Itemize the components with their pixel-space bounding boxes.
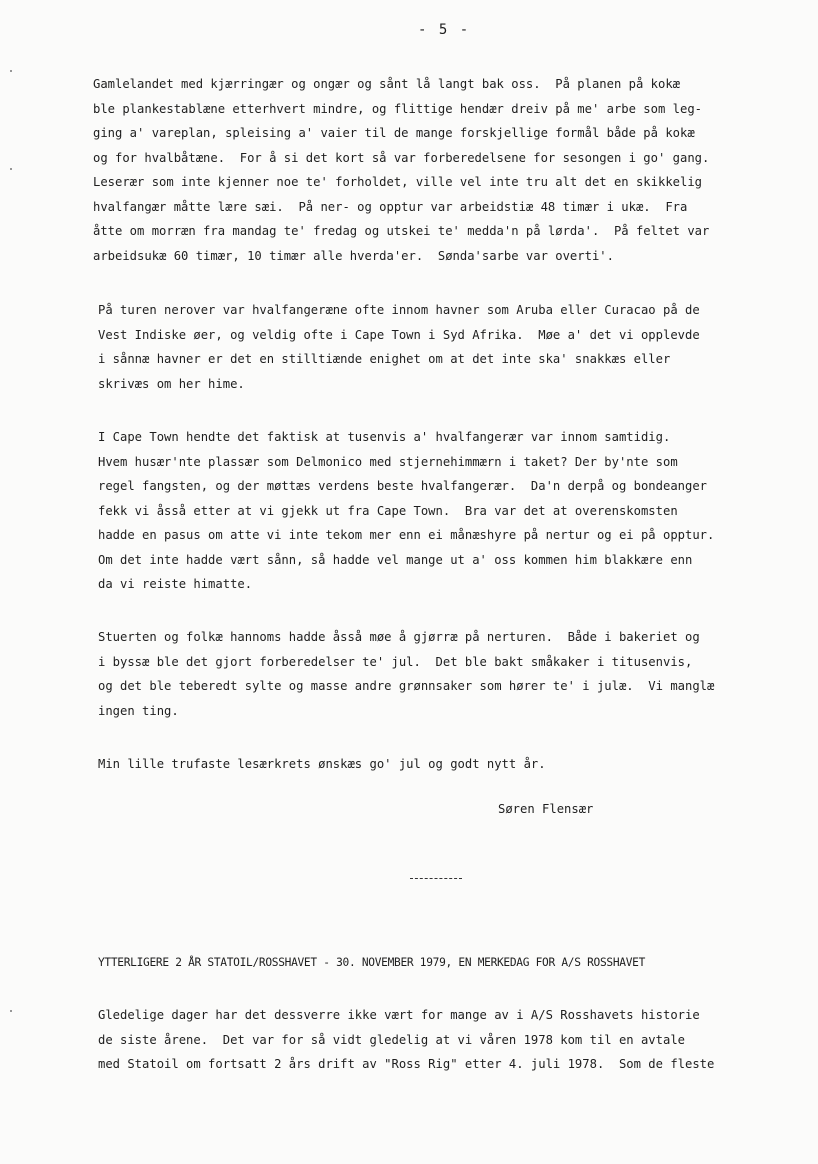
text-line: de siste årene. Det var for så vidt gledelig at vi våren 1978 kom til en avtale	[98, 1032, 685, 1047]
separator-rule	[410, 878, 462, 879]
signature: Søren Flensær	[498, 802, 594, 816]
section-paragraph	[98, 1003, 714, 1077]
text-line: Om det inte hadde vært sånn, så hadde vel mange ut a' oss kommen him blakkære enn	[98, 552, 693, 567]
text-line: Gledelige dager har det dessverre ikke vært for mange av i A/S Rosshavets historie	[98, 1008, 700, 1022]
text-line: Min lille trufaste lesærkrets ønskæs go' jul og godt nytt år.	[98, 757, 546, 771]
text-line: skrivæs om her hime.	[98, 376, 245, 391]
section-heading: YTTERLIGERE 2 ÅR STATOIL/ROSSHAVET - 30. NOVEMBER 1979, EN MERKEDAG FOR A/S ROSSHAVET	[98, 956, 646, 969]
text-line: På turen nerover var hvalfangeræne ofte innom havner som Aruba eller Curacao på de	[98, 303, 700, 317]
text-line: arbeidsukæ 60 timær, 10 timær alle hverda'er. Sønda'sarbe var overti'.	[93, 248, 614, 263]
text-line: med Statoil om fortsatt 2 års drift av "Ross Rig" etter 4. juli 1978. Som de fleste	[98, 1057, 715, 1071]
text-line: og det ble teberedt sylte og masse andre grønnsaker som hører te' i julæ. Vi manglæ	[98, 679, 715, 693]
page-number: - 5 -	[418, 22, 471, 38]
text-line: og for hvalbåtæne. For å si det kort så var forberedelsene for sesongen i go' gang.	[93, 150, 710, 165]
text-line: Gamlelandet med kjærringær og ongær og sånt lå langt bak oss. På planen på kokæ	[93, 77, 680, 91]
paragraph-2	[98, 298, 700, 396]
margin-mark	[10, 1010, 12, 1012]
text-line: åtte om morræn fra mandag te' fredag og utskei te' medda'n på lørda'. På feltet var	[93, 224, 710, 238]
text-line: ingen ting.	[98, 703, 179, 718]
text-line: Hvem husær'nte plassær som Delmonico med stjernehimmærn i taket? Der by'nte som	[98, 454, 678, 469]
text-line: fekk vi åsså etter at vi gjekk ut fra Cape Town. Bra var det at overenskomsten	[98, 503, 678, 518]
text-line: Stuerten og folkæ hannoms hadde åsså møe å gjørræ på nerturen. Både i bakeriet og	[98, 630, 700, 644]
text-line: hadde en pasus om atte vi inte tekom mer enn ei månæshyre på nertur og ei på opptur.	[98, 528, 715, 542]
margin-mark	[10, 70, 12, 72]
text-line: hvalfangær måtte lære sæi. På ner- og opptur var arbeidstiæ 48 timær i ukæ. Fra	[93, 199, 688, 214]
paragraph-3	[98, 425, 714, 597]
paragraph-1	[93, 72, 709, 268]
text-line: regel fangsten, og der møttæs verdens beste hvalfangerær. Da'n derpå og bondeanger	[98, 479, 708, 493]
paragraph-4	[98, 625, 714, 723]
paragraph-5	[98, 752, 546, 777]
text-line: i sånnæ havner er det en stilltiænde enighet om at det inte ska' snakkæs eller	[98, 352, 671, 366]
text-line: ging a' vareplan, spleising a' vaier til de mange forskjellige formål både på kokæ	[93, 126, 695, 140]
text-line: ble plankestablæne etterhvert mindre, og flittige hendær dreiv på me' arbe som leg-	[93, 101, 703, 116]
text-line: i byssæ ble det gjort forberedelser te' jul. Det ble bakt småkaker i titusenvis,	[98, 654, 693, 669]
text-line: I Cape Town hendte det faktisk at tusenvis a' hvalfangerær var innom samtidig.	[98, 430, 671, 444]
margin-mark	[10, 168, 12, 170]
text-line: da vi reiste himatte.	[98, 577, 253, 591]
text-line: Leserær som inte kjenner noe te' forholdet, ville vel inte tru alt det en skikkelig	[93, 175, 703, 189]
text-line: Vest Indiske øer, og veldig ofte i Cape Town i Syd Afrika. Møe a' det vi opplevde	[98, 327, 700, 342]
